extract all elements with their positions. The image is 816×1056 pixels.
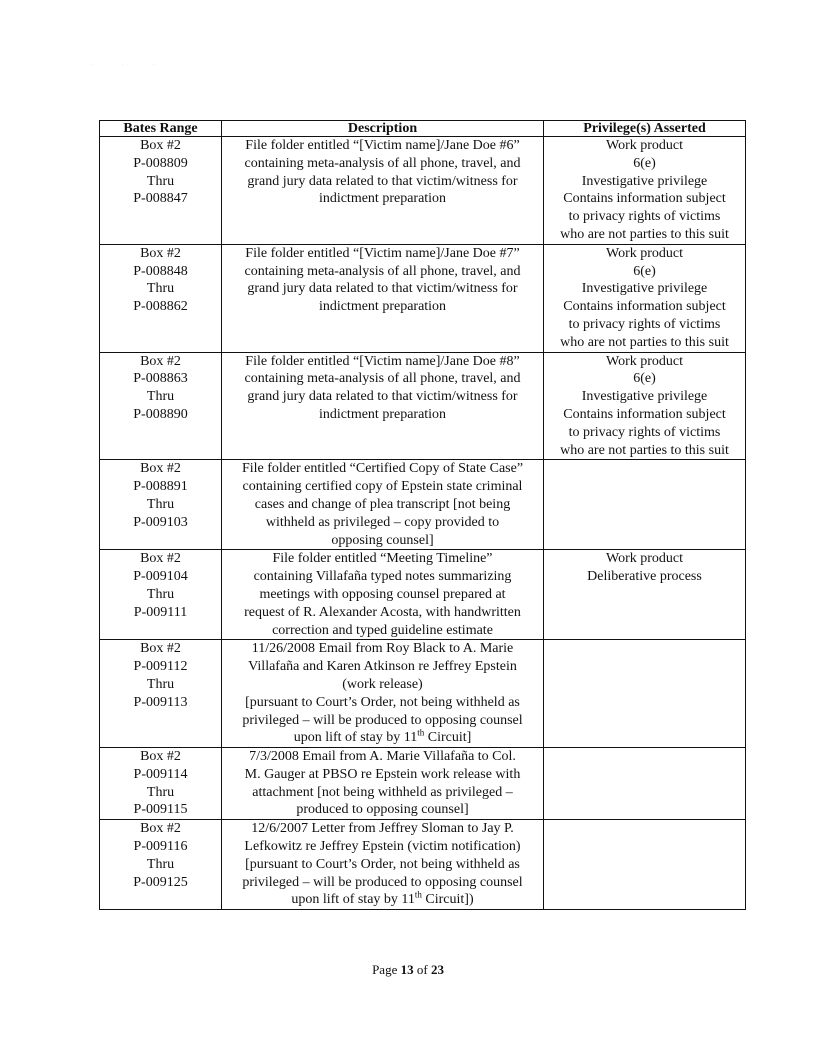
description-cell <box>222 244 544 352</box>
description-cell <box>222 820 544 910</box>
description-line: grand jury data related to that victim/witness for <box>247 281 518 297</box>
bates-range-line: P-008862 <box>133 299 188 315</box>
table-row <box>100 460 746 550</box>
description-line: Villafaña and Karen Atkinson re Jeffrey Epstein <box>248 659 517 675</box>
header-row <box>100 121 746 137</box>
header-bates-range: Bates Range <box>100 121 222 137</box>
bates-range-line: P-009116 <box>133 839 188 855</box>
bates-range-line: Thru <box>146 784 175 800</box>
description-line: File folder entitled “[Victim name]/Jane Doe #8” <box>245 353 520 369</box>
description-line: meetings with opposing counsel prepared at <box>259 586 506 602</box>
description-line: (work release) <box>342 676 423 692</box>
bates-range-line: P-009104 <box>133 569 188 585</box>
bates-range-line: Box #2 <box>140 461 181 477</box>
bates-range-line: Box #2 <box>140 821 181 837</box>
scan-specks: · · · <box>90 62 169 68</box>
privileges-line: who are not parties to this suit <box>560 442 729 458</box>
privileges-line: to privacy rights of victims <box>568 209 721 225</box>
description-line: [pursuant to Court’s Order, not being withheld as <box>245 856 520 872</box>
bates-range-line: Thru <box>146 586 175 602</box>
description-line: cases and change of plea transcript [not being <box>254 496 511 512</box>
privileges-cell <box>544 352 746 460</box>
description-cell <box>222 352 544 460</box>
bates-range-cell <box>100 244 222 352</box>
table-row <box>100 352 746 460</box>
privileges-cell <box>544 137 746 245</box>
description-line: indictment preparation <box>318 191 447 207</box>
privileges-line: Investigative privilege <box>581 173 708 189</box>
bates-range-line: Box #2 <box>140 353 181 369</box>
privileges-line: Investigative privilege <box>581 281 708 297</box>
header-description: Description <box>222 121 544 137</box>
description-cell <box>222 460 544 550</box>
description-line: 7/3/2008 Email from A. Marie Villafaña to Col. <box>249 749 516 765</box>
privilege-log-table <box>99 120 746 910</box>
privileges-cell <box>544 820 746 910</box>
bates-range-line: P-009103 <box>133 514 188 530</box>
description-line: containing meta-analysis of all phone, travel, and <box>244 263 521 279</box>
privileges-cell <box>544 748 746 820</box>
description-line: File folder entitled “[Victim name]/Jane Doe #6” <box>245 138 520 153</box>
table-row <box>100 748 746 820</box>
description-line: indictment preparation <box>318 406 447 422</box>
bates-range-line: P-009113 <box>133 694 188 710</box>
bates-range-line: Thru <box>146 389 175 405</box>
description-line: [pursuant to Court’s Order, not being withheld as <box>245 694 520 710</box>
privileges-cell <box>544 550 746 640</box>
bates-range-line: P-008809 <box>133 155 188 171</box>
privileges-cell <box>544 640 746 748</box>
footer-current-page: 13 <box>400 962 414 977</box>
bates-range-line: P-009112 <box>133 659 188 675</box>
description-line: File folder entitled “Meeting Timeline” <box>272 551 493 567</box>
bates-range-line: Thru <box>146 173 175 189</box>
bates-range-line: P-009115 <box>133 802 188 818</box>
description-line: attachment [not being withheld as privileged – <box>252 784 513 800</box>
privileges-line: who are not parties to this suit <box>560 334 729 350</box>
description-line: M. Gauger at PBSO re Epstein work release with <box>244 766 521 782</box>
bates-range-line: P-008863 <box>133 371 188 387</box>
footer-of-label: of <box>416 962 428 977</box>
bates-range-line: Thru <box>146 676 175 692</box>
description-line: produced to opposing counsel] <box>296 802 469 818</box>
description-cell <box>222 640 544 748</box>
privileges-line: 6(e) <box>633 263 656 279</box>
bates-range-line: P-009114 <box>133 766 188 782</box>
bates-range-line: Thru <box>146 856 175 872</box>
privileges-line: 6(e) <box>633 155 656 171</box>
table-row <box>100 550 746 640</box>
privileges-line: who are not parties to this suit <box>560 226 729 242</box>
privileges-line: Work product <box>605 551 684 567</box>
bates-range-cell <box>100 640 222 748</box>
bates-range-line: Box #2 <box>140 749 181 765</box>
description-line: upon lift of stay by 11th Circuit]) <box>291 889 474 908</box>
description-line: containing meta-analysis of all phone, travel, and <box>244 155 521 171</box>
bates-range-line: Thru <box>146 496 175 512</box>
privileges-line: Work product <box>605 138 684 153</box>
bates-range-line: P-009111 <box>133 604 188 620</box>
privileges-line: Contains information subject <box>563 406 726 422</box>
privileges-cell <box>544 460 746 550</box>
page-footer <box>0 962 816 978</box>
description-line: request of R. Alexander Acosta, with handwritten <box>244 604 521 620</box>
bates-range-line: P-009125 <box>133 874 188 890</box>
bates-range-cell <box>100 748 222 820</box>
bates-range-line: P-008847 <box>133 191 188 207</box>
privileges-line: Contains information subject <box>563 191 726 207</box>
description-line: File folder entitled “[Victim name]/Jane Doe #7” <box>245 245 520 261</box>
description-line: grand jury data related to that victim/witness for <box>247 173 518 189</box>
bates-range-cell <box>100 137 222 245</box>
bates-range-line: Thru <box>146 281 175 297</box>
bates-range-line: P-008848 <box>133 263 188 279</box>
description-line: correction and typed guideline estimate <box>272 622 493 638</box>
description-line: containing meta-analysis of all phone, travel, and <box>244 371 521 387</box>
description-cell <box>222 748 544 820</box>
description-cell <box>222 550 544 640</box>
privileges-line: Investigative privilege <box>581 389 708 405</box>
description-line: withheld as privileged – copy provided to <box>265 514 500 530</box>
privileges-line: 6(e) <box>633 371 656 387</box>
table-row <box>100 244 746 352</box>
bates-range-cell <box>100 460 222 550</box>
description-line: grand jury data related to that victim/witness for <box>247 389 518 405</box>
footer-total-pages: 23 <box>430 962 444 977</box>
bates-range-cell <box>100 550 222 640</box>
description-line: opposing counsel] <box>331 532 434 548</box>
bates-range-line: Box #2 <box>140 641 181 657</box>
privileges-line: Deliberative process <box>587 569 702 585</box>
privileges-line: Contains information subject <box>563 299 726 315</box>
description-line: Lefkowitz re Jeffrey Epstein (victim notification) <box>244 839 521 855</box>
description-line: containing certified copy of Epstein state criminal <box>242 479 523 495</box>
description-cell <box>222 137 544 245</box>
bates-range-line: Box #2 <box>140 138 181 153</box>
bates-range-line: P-008890 <box>133 406 188 422</box>
bates-range-line: P-008891 <box>133 479 188 495</box>
table-row <box>100 640 746 748</box>
bates-range-cell <box>100 820 222 910</box>
bates-range-line: Box #2 <box>140 245 181 261</box>
description-line: privileged – will be produced to opposing counsel <box>242 874 523 890</box>
description-line: privileged – will be produced to opposing counsel <box>242 712 523 728</box>
privileges-cell <box>544 244 746 352</box>
privileges-line: to privacy rights of victims <box>568 316 721 332</box>
description-line: 12/6/2007 Letter from Jeffrey Sloman to Jay P. <box>251 821 514 837</box>
description-line: containing Villafaña typed notes summarizing <box>253 569 512 585</box>
privileges-line: to privacy rights of victims <box>568 424 721 440</box>
description-line: File folder entitled “Certified Copy of State Case” <box>241 461 524 477</box>
bates-range-cell <box>100 352 222 460</box>
privileges-line: Work product <box>605 353 684 369</box>
description-line: 11/26/2008 Email from Roy Black to A. Marie <box>251 641 514 657</box>
table-row <box>100 137 746 245</box>
description-line: upon lift of stay by 11th Circuit] <box>293 727 472 746</box>
footer-page-label: Page <box>372 962 398 977</box>
description-line: indictment preparation <box>318 299 447 315</box>
privileges-line: Work product <box>605 245 684 261</box>
header-privileges-asserted: Privilege(s) Asserted <box>544 121 746 137</box>
bates-range-line: Box #2 <box>140 551 181 567</box>
table-row <box>100 820 746 910</box>
